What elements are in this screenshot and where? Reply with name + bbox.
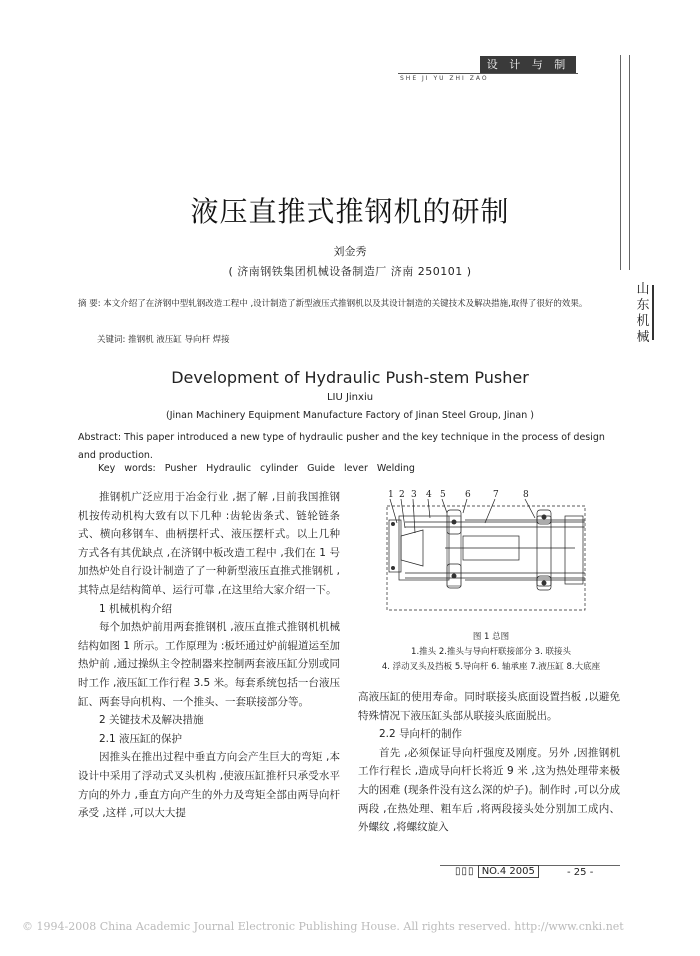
part-number: 7 [493, 490, 499, 500]
affiliation: ( 济南钢铁集团机械设备制造厂 济南 250101 ) [228, 265, 472, 278]
figure-caption-line: 1.推头 2.推头与导向杆联接部分 3. 联接头 [411, 647, 571, 657]
subsection-heading: 2.1 液压缸的保护 [99, 732, 183, 745]
part-number: 5 [440, 490, 446, 500]
section-pinyin: SHE JI YU ZHI ZAO [400, 75, 489, 82]
english-author: LIU Jinxiu [326, 392, 374, 403]
page-number: - 25 - [567, 867, 594, 878]
side-rule [620, 55, 621, 270]
paragraph: 高液压缸的使用寿命。同时联接头底面设置挡板 ,以避免特殊情况下液压缸头部从联接头底面脱出。 [358, 691, 620, 722]
pusher-assembly-drawing [385, 488, 589, 613]
section-heading: 2 关键技术及解决措施 [99, 714, 204, 727]
issue-label [455, 866, 539, 877]
paragraph: 推钢机广泛应用于冶金行业 ,据了解 ,目前我国推钢机按传动机构大致有以下几种 :齿轮齿条式、链轮链条式、横向移钢车、曲柄摆杆式、液压摆杆式。以上几种方式各有其优缺点 ,在济钢中板改造工程中 ,我们在 1 号加热炉处自行设计制造了了一种新型液压直推式推钢机 ,其特点是结构简单、运行可靠 ,在这里给大家介绍一下。 [78, 491, 340, 596]
english-title: Development of Hydraulic Push-stem Pusher [171, 368, 529, 387]
right-column [358, 688, 620, 837]
issue-number: NO.4 2005 [478, 865, 539, 878]
header-rule [398, 73, 578, 74]
part-number: 8 [523, 490, 529, 500]
copyright-footer: © 1994-2008 China Academic Journal Electronic Publishing House. All rights reserved. http://www.cnki.net [22, 920, 624, 933]
left-column [78, 488, 340, 823]
part-number: 3 [411, 490, 417, 500]
paragraph: 因推头在推出过程中垂直方向会产生巨大的弯矩 ,本设计中采用了浮动式叉头机构 ,使液压缸推杆只承受水平方向的外力 ,垂直方向产生的外力及弯矩全部由两导向杆承受 ,这样 ,可以大大提 [78, 751, 340, 820]
figure-caption-title: 图 1 总图 [472, 632, 510, 642]
part-number: 4 [426, 490, 432, 500]
article-title: 液压直推式推钢机的研制 [190, 195, 510, 228]
journal-side-label: 山 东 机 械 [636, 282, 650, 345]
english-keywords: Key words: Pusher Hydraulic cylinder Guide lever Welding [98, 463, 415, 474]
part-number: 1 [388, 490, 394, 500]
section-heading: 1 机械机构介绍 [99, 602, 173, 615]
side-bar [652, 285, 654, 340]
subsection-heading: 2.2 导向杆的制作 [379, 728, 463, 741]
english-abstract: Abstract: This paper introduced a new type of hydraulic pusher and the key technique in the process of design and production. [78, 432, 605, 461]
english-affiliation: (Jinan Machinery Equipment Manufacture Factory of Jinan Steel Group, Jinan ) [165, 410, 534, 421]
abstract-zh: 摘 要: 本文介绍了在济钢中型轧钢改造工程中 ,设计制造了新型液压式推钢机以及其设计制造的关键技术及解决措施,取得了很好的效果。 [78, 299, 588, 309]
part-number: 2 [399, 490, 405, 500]
author: 刘金秀 [333, 245, 367, 258]
part-number: 6 [465, 490, 471, 500]
paragraph: 首先 ,必须保证导向杆强度及刚度。另外 ,因推钢机工作行程长 ,造成导向杆长将近 9 米 ,这为热处理带来极大的困难 (现条件没有这么深的炉子)。制作时 ,可以分成两段 ,在热处理、粗车后 ,将两段接头处分别加工成内、外螺纹 ,将螺纹旋入 [358, 746, 620, 834]
figure-caption-line: 4. 浮动叉头及挡板 5.导向杆 6. 轴承座 7.液压缸 8.大底座 [381, 662, 601, 672]
paragraph: 每个加热炉前用两套推钢机 ,液压直推式推钢机机械结构如图 1 所示。工作原理为 :板坯通过炉前辊道运至加热炉前 ,通过操纵主令控制器来控制两套液压缸分别或同时工作 ,液压缸工作行程 3.5 米。每套系统包括一台液压缸、两套导向机构、一个推头、一套联接部分等。 [78, 621, 340, 708]
keywords-zh: 关键词: 推钢机 液压缸 导向杆 焊接 [97, 335, 230, 345]
side-rule [629, 55, 630, 270]
section-header: 设 计 与 制 造 [480, 56, 576, 73]
issue-marker-icon: ▯▯▯ [455, 866, 475, 877]
figure-caption [360, 630, 622, 675]
